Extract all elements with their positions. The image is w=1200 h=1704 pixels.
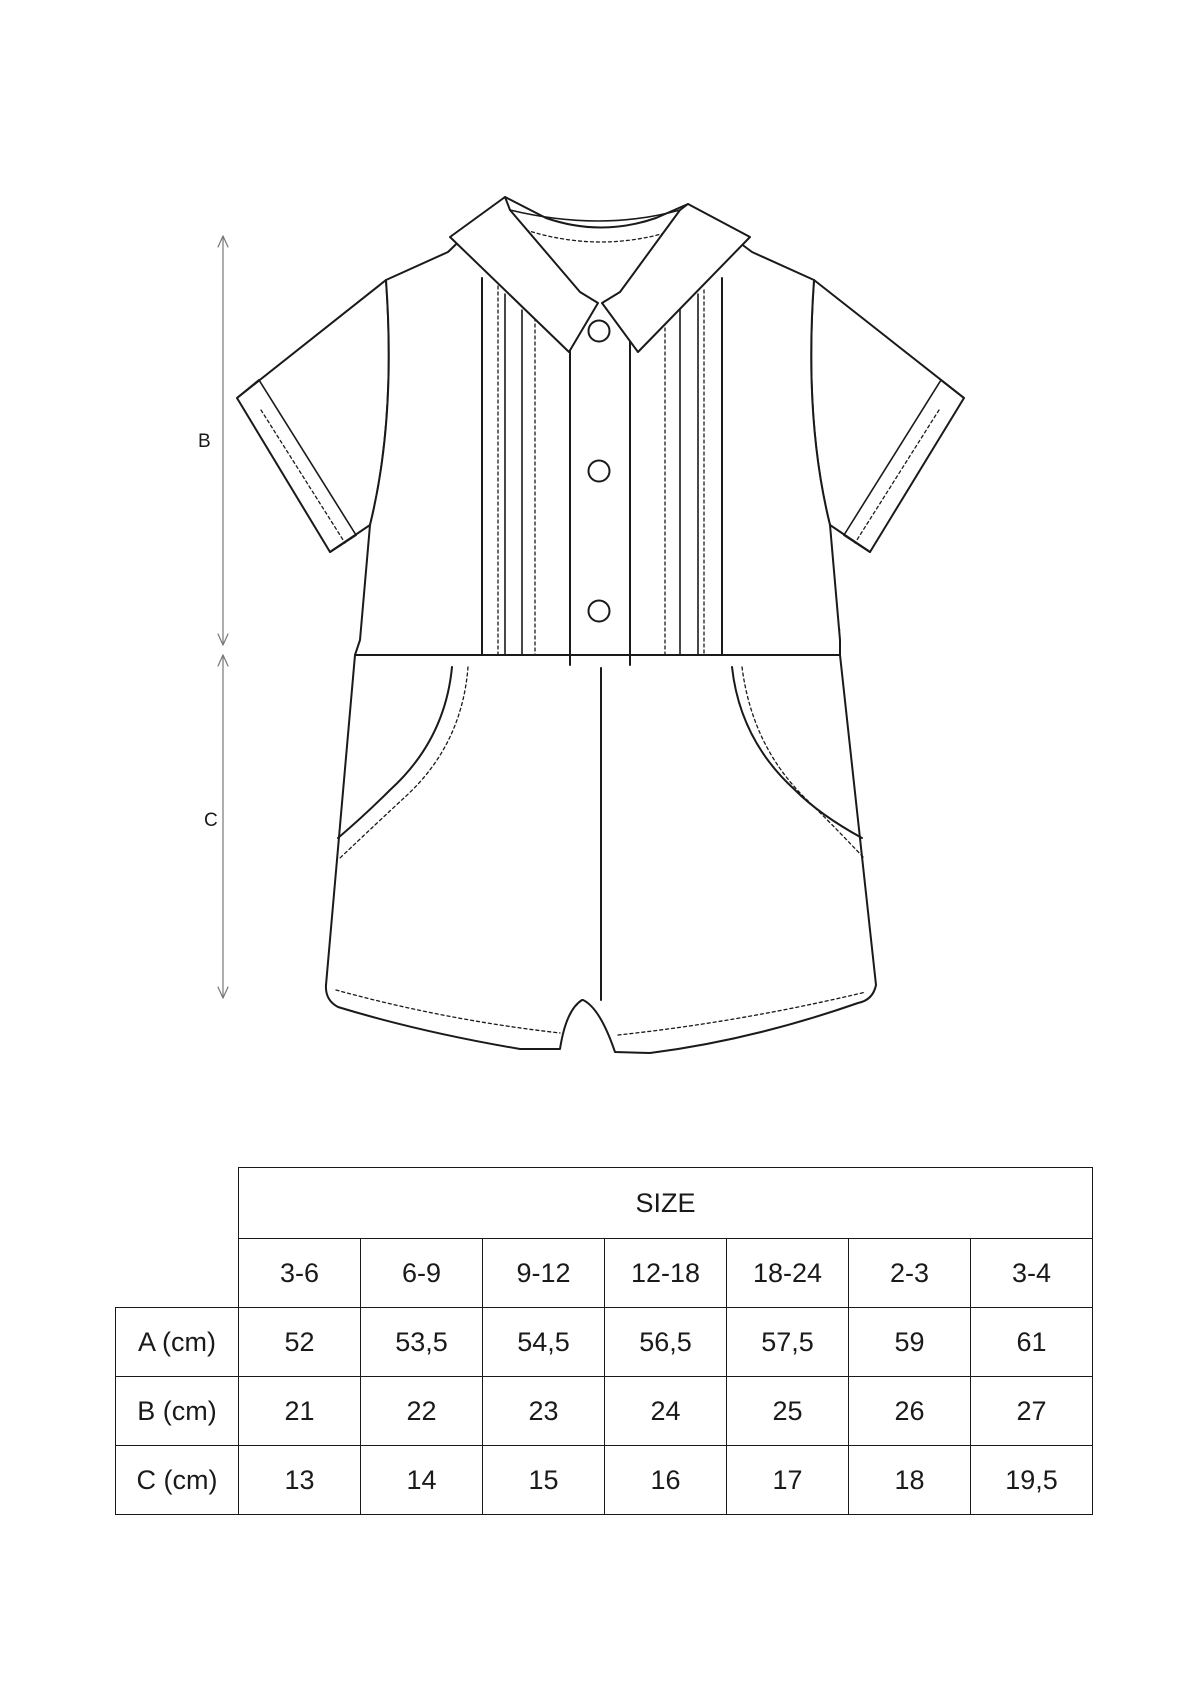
table-cell: 15 bbox=[483, 1446, 605, 1515]
table-cell: 18 bbox=[849, 1446, 971, 1515]
size-labels-row bbox=[116, 1239, 1093, 1308]
shorts bbox=[326, 655, 876, 1053]
table-cell: 21 bbox=[239, 1377, 361, 1446]
size-label: 18-24 bbox=[727, 1239, 849, 1308]
table-cell: 56,5 bbox=[605, 1308, 727, 1377]
size-label: 6-9 bbox=[361, 1239, 483, 1308]
table-cell: 57,5 bbox=[727, 1308, 849, 1377]
size-header-row bbox=[116, 1168, 1093, 1239]
dimension-label-b: B bbox=[198, 431, 211, 452]
table-cell: 25 bbox=[727, 1377, 849, 1446]
table-cell: 53,5 bbox=[361, 1308, 483, 1377]
table-cell: 13 bbox=[239, 1446, 361, 1515]
row-label-b: B (cm) bbox=[116, 1377, 239, 1446]
table-cell: 59 bbox=[849, 1308, 971, 1377]
table-cell: 54,5 bbox=[483, 1308, 605, 1377]
table-cell: 19,5 bbox=[971, 1446, 1093, 1515]
size-label: 3-6 bbox=[239, 1239, 361, 1308]
table-row bbox=[116, 1446, 1093, 1515]
size-header: SIZE bbox=[239, 1168, 1093, 1239]
table-cell: 14 bbox=[361, 1446, 483, 1515]
table-cell: 22 bbox=[361, 1377, 483, 1446]
sleeve-left bbox=[237, 280, 389, 552]
row-label-a: A (cm) bbox=[116, 1308, 239, 1377]
size-label: 2-3 bbox=[849, 1239, 971, 1308]
table-cell: 61 bbox=[971, 1308, 1093, 1377]
dimension-b-line bbox=[218, 236, 228, 645]
size-label: 9-12 bbox=[483, 1239, 605, 1308]
table-cell: 26 bbox=[849, 1377, 971, 1446]
table-cell: 17 bbox=[727, 1446, 849, 1515]
table-cell: 52 bbox=[239, 1308, 361, 1377]
dimension-label-c: C bbox=[204, 810, 218, 831]
sleeve-right bbox=[811, 280, 964, 552]
table-corner-blank bbox=[116, 1239, 239, 1308]
table-row bbox=[116, 1377, 1093, 1446]
table-cell: 23 bbox=[483, 1377, 605, 1446]
size-chart-table bbox=[115, 1167, 1093, 1515]
dimension-c-line bbox=[218, 655, 228, 998]
table-row bbox=[116, 1308, 1093, 1377]
table-cell: 16 bbox=[605, 1446, 727, 1515]
size-label: 3-4 bbox=[971, 1239, 1093, 1308]
size-label: 12-18 bbox=[605, 1239, 727, 1308]
table-cell: 27 bbox=[971, 1377, 1093, 1446]
row-label-c: C (cm) bbox=[116, 1446, 239, 1515]
table-corner-blank bbox=[116, 1168, 239, 1239]
table-cell: 24 bbox=[605, 1377, 727, 1446]
bodice bbox=[355, 197, 840, 665]
